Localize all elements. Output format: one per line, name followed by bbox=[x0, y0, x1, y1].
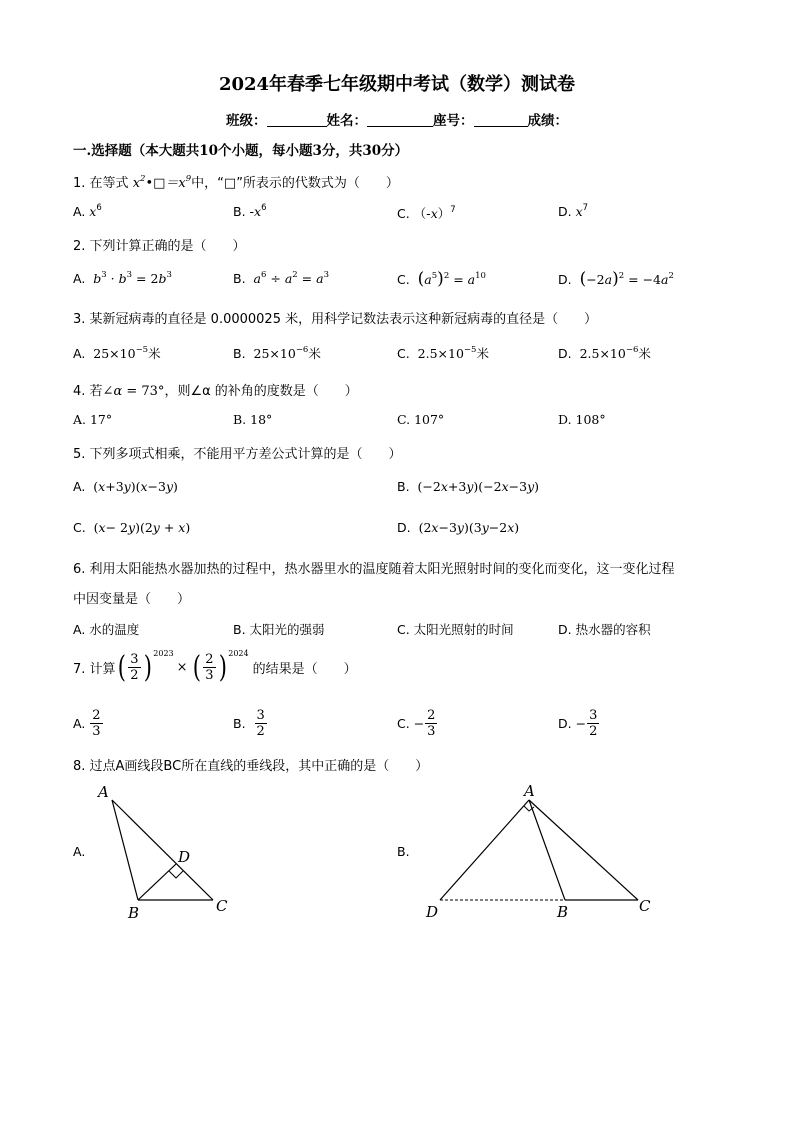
student-info-line bbox=[0, 109, 794, 129]
fig-b-label-d: D bbox=[426, 903, 439, 921]
class-blank[interactable] bbox=[267, 112, 327, 127]
fig-a-line-ab bbox=[112, 800, 138, 900]
q7-fraction-1: $\frac{3}{2}$ bbox=[130, 652, 139, 683]
fig-a-label-b: B bbox=[128, 904, 140, 922]
q2-option-a[interactable]: A. $b^3 \cdot b^3 = 2b^3$ bbox=[73, 269, 172, 286]
q5-option-b[interactable]: B. (−2x+3y)(−2x−3y) bbox=[397, 479, 540, 494]
q7-option-b[interactable]: B. $\frac{3}{2}$ bbox=[233, 708, 265, 739]
q1-equation: $x^2•□=x^9$ bbox=[132, 173, 192, 191]
question-8-stem: 8. 过点A画线段BC所在直线的垂线段，其中正确的是（ ） bbox=[73, 759, 429, 774]
fig-b-label-c: C bbox=[639, 897, 651, 915]
question-6-stem-line-1: 6. 利用太阳能热水器加热的过程中，热水器里水的温度随着太阳光照射时间的变化而变化，这一变化过程 bbox=[73, 562, 675, 577]
fig-a-label-d: D bbox=[178, 848, 191, 866]
name-label: 姓名： bbox=[326, 113, 367, 129]
question-2-stem: 2. 下列计算正确的是（ ） bbox=[73, 239, 246, 254]
fig-b-line-ab bbox=[529, 800, 565, 900]
class-label: 班级： bbox=[226, 113, 267, 129]
question-1-stem: 1. 在等式 $x^2•□=x^9$中，“□”所表示的代数式为（ ） bbox=[73, 173, 399, 191]
q6-option-d[interactable]: D. 热水器的容积 bbox=[558, 622, 651, 637]
q1-option-d[interactable]: D. $x^7$ bbox=[558, 202, 589, 219]
q8-option-a[interactable]: A. bbox=[73, 844, 86, 859]
score-label: 成绩： bbox=[527, 113, 568, 129]
q7-option-a[interactable]: A. $\frac{2}{3}$ bbox=[73, 708, 101, 739]
q4-option-c[interactable]: C. 107° bbox=[397, 412, 445, 427]
q3-option-a[interactable]: A. $25\times 10^{-5}$米 bbox=[73, 344, 161, 361]
q7-fraction-2: $\frac{2}{3}$ bbox=[205, 652, 214, 683]
q8-figure-a bbox=[90, 780, 250, 925]
q5-option-c[interactable]: C. (x− 2y)(2y + x) bbox=[73, 520, 191, 535]
q7-option-d[interactable]: D. − $\frac{3}{2}$ bbox=[558, 708, 598, 739]
q4-option-a[interactable]: A. 17° bbox=[73, 412, 113, 427]
q2-option-d[interactable]: D. $(-2a)^2 = -4a^2$ bbox=[558, 269, 674, 289]
q3-option-d[interactable]: D. $2.5\times 10^{-6}$米 bbox=[558, 344, 651, 361]
question-6-stem-line-2: 中因变量是（ ） bbox=[73, 592, 191, 607]
q2-option-c[interactable]: C. $(a^5)^2 = a^{10}$ bbox=[397, 269, 486, 289]
question-3-stem: 3. 某新冠病毒的直径是 0.0000025 米，用科学记数法表示这种新冠病毒的直径是（ ） bbox=[73, 312, 598, 327]
question-7-stem: 7. 计算 ( $\frac{3}{2}$ ) $^{2023}$ × ( $\frac{2}{3}$ ) $^{2024}$ 的结果是（ ） bbox=[73, 649, 357, 685]
q3-option-c[interactable]: C. $2.5\times 10^{-5}$米 bbox=[397, 344, 489, 361]
q1-option-c[interactable]: C. （‐x）$^7$ bbox=[397, 204, 456, 221]
q3-option-b[interactable]: B. $25\times 10^{-6}$米 bbox=[233, 344, 321, 361]
fig-a-line-bd bbox=[138, 864, 176, 900]
fig-b-label-b: B bbox=[557, 903, 569, 921]
q6-option-a[interactable]: A. 水的温度 bbox=[73, 622, 140, 637]
q5-option-d[interactable]: D. (2x−3y)(3y−2x) bbox=[397, 520, 520, 535]
fig-a-label-a: A bbox=[98, 783, 109, 801]
fig-a-right-angle-mark bbox=[169, 871, 183, 878]
q6-option-b[interactable]: B. 太阳光的强弱 bbox=[233, 622, 325, 637]
question-4-stem: 4. 若∠α = 73°，则∠α 的补角的度数是（ ） bbox=[73, 384, 358, 399]
q4-option-d[interactable]: D. 108° bbox=[558, 412, 606, 427]
section-heading: 一.选择题（本大题共10个小题，每小题3分，共30分） bbox=[73, 143, 409, 159]
q8-figure-b bbox=[420, 780, 660, 925]
page-title: 2024年春季七年级期中考试（数学）测试卷 bbox=[218, 74, 576, 95]
q7-option-c[interactable]: C. − $\frac{2}{3}$ bbox=[397, 708, 436, 739]
q4-option-b[interactable]: B. 18° bbox=[233, 412, 273, 427]
q8-option-b[interactable]: B. bbox=[397, 844, 410, 859]
fig-b-line-ad bbox=[440, 800, 529, 900]
q1-option-a[interactable]: A. $x^6$ bbox=[73, 202, 102, 219]
fig-a-line-ac bbox=[112, 800, 213, 900]
name-blank[interactable] bbox=[367, 112, 433, 127]
question-5-stem: 5. 下列多项式相乘，不能用平方差公式计算的是（ ） bbox=[73, 447, 402, 462]
seat-label: 座号： bbox=[433, 113, 474, 129]
seat-blank[interactable] bbox=[474, 112, 528, 127]
fig-b-label-a: A bbox=[524, 782, 535, 800]
q6-option-c[interactable]: C. 太阳光照射的时间 bbox=[397, 622, 514, 637]
q2-option-b[interactable]: B. $a^6 \div a^2 = a^3$ bbox=[233, 269, 329, 286]
fig-a-label-c: C bbox=[216, 897, 228, 915]
q5-option-a[interactable]: A. (x+3y)(x−3y) bbox=[73, 479, 178, 494]
q1-option-b[interactable]: B. $‐x^6$ bbox=[233, 202, 267, 219]
fig-b-line-ac bbox=[529, 800, 638, 900]
